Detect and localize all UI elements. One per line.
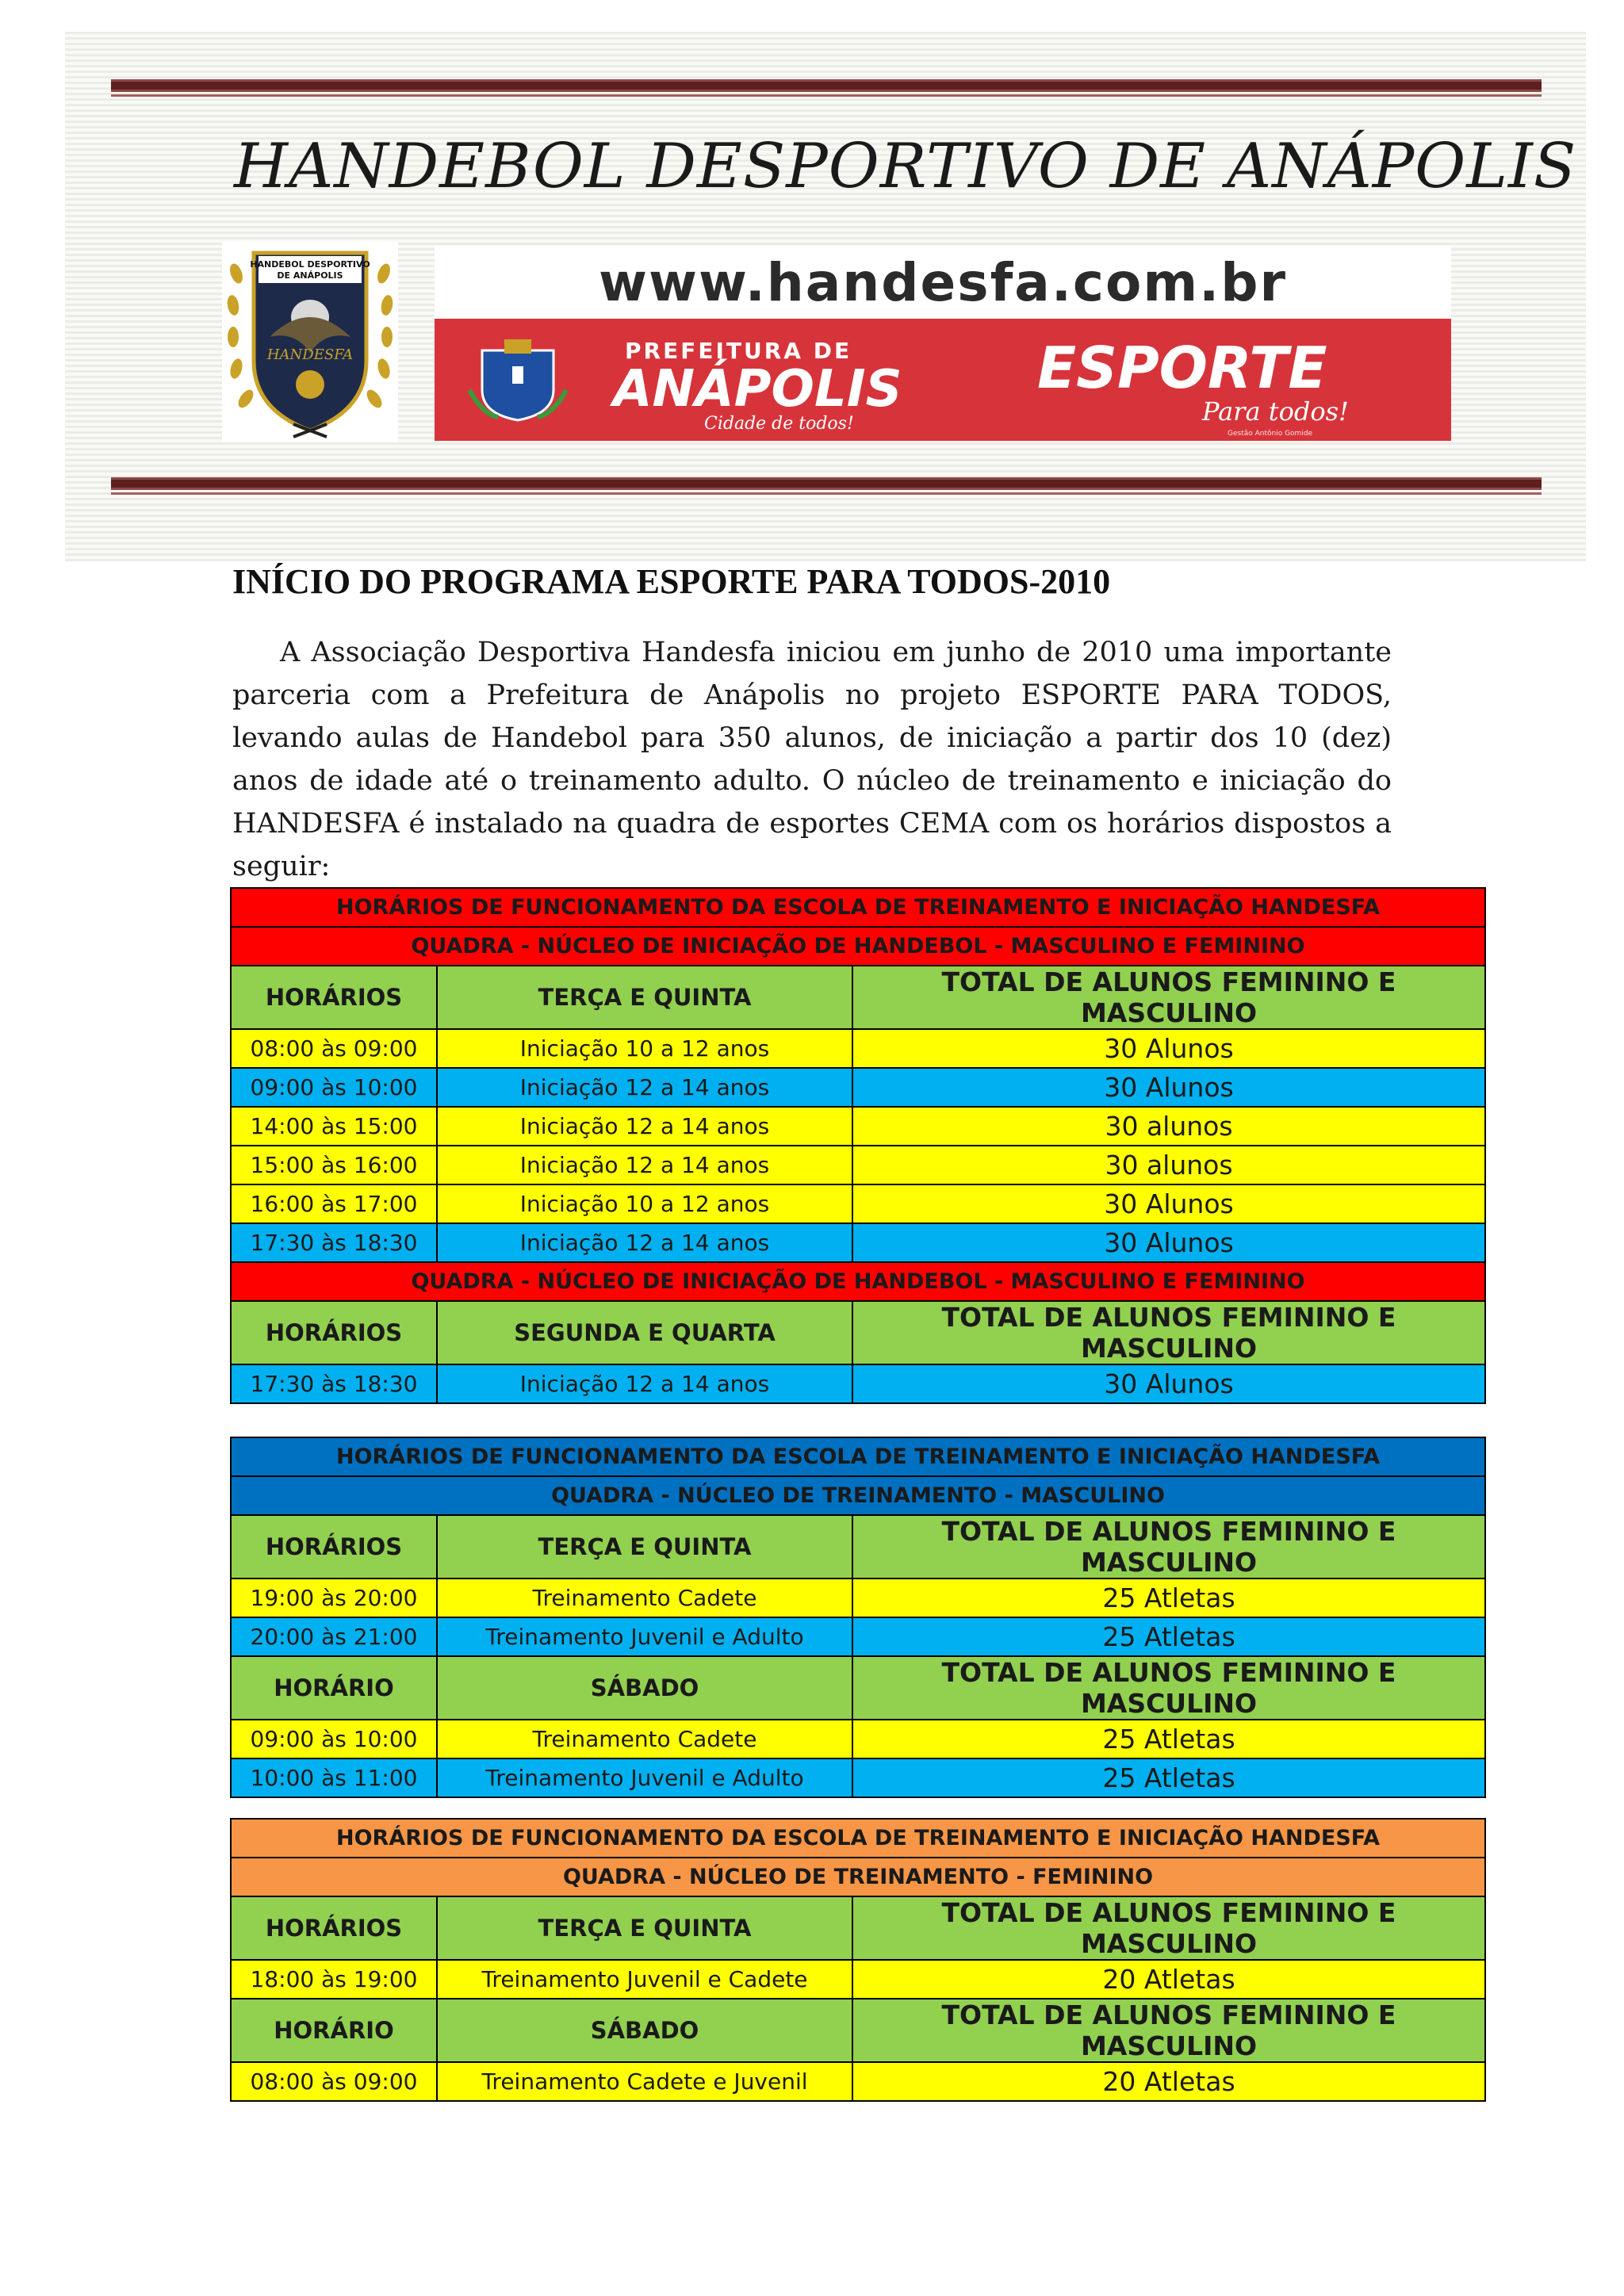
banner-sponsors — [435, 319, 1451, 441]
activity-cell: Iniciação 12 a 14 anos — [437, 1107, 852, 1146]
article-heading: INÍCIO DO PROGRAMA ESPORTE PARA TODOS-2010 — [232, 562, 1111, 601]
time-cell: 19:00 às 20:00 — [231, 1578, 437, 1617]
table-banner-row — [231, 1437, 1485, 1476]
activity-cell: Iniciação 10 a 12 anos — [437, 1184, 852, 1223]
total-cell: 30 Alunos — [852, 1223, 1485, 1262]
table-banner-row — [231, 927, 1485, 966]
table-header-row — [231, 1656, 1485, 1720]
top-divider — [111, 79, 1542, 92]
total-cell: 25 Atletas — [852, 1578, 1485, 1617]
header-total-cell: TOTAL DE ALUNOS FEMININO E MASCULINO — [852, 1515, 1485, 1578]
time-cell: 17:30 às 18:30 — [231, 1364, 437, 1403]
anapolis-tagline: Cidade de todos! — [704, 414, 854, 434]
table-header-row — [231, 966, 1485, 1029]
handesfa-logo — [222, 242, 398, 442]
activity-cell: Treinamento Cadete — [437, 1578, 852, 1617]
activity-cell: Treinamento Juvenil e Cadete — [437, 1960, 852, 1999]
table-banner-row — [231, 1819, 1485, 1858]
table-row — [231, 1720, 1485, 1758]
header-activity-cell: SEGUNDA E QUARTA — [437, 1301, 852, 1364]
total-cell: 30 Alunos — [852, 1184, 1485, 1223]
esporte-label: ESPORTE — [1037, 335, 1327, 401]
header-total-cell: TOTAL DE ALUNOS FEMININO E MASCULINO — [852, 966, 1485, 1029]
total-cell: 25 Atletas — [852, 1758, 1485, 1797]
activity-cell: Treinamento Juvenil e Adulto — [437, 1758, 852, 1797]
header-time-cell: HORÁRIOS — [231, 966, 437, 1029]
time-cell: 08:00 às 09:00 — [231, 2062, 437, 2101]
table-banner-cell: QUADRA - NÚCLEO DE TREINAMENTO - MASCULINO — [231, 1476, 1485, 1515]
header-time-cell: HORÁRIO — [231, 1999, 437, 2062]
table-row — [231, 1578, 1485, 1617]
esporte-tagline: Para todos! — [1202, 396, 1349, 427]
anapolis-crest-icon — [466, 335, 569, 422]
article-body: A Associação Desportiva Handesfa iniciou em junho de 2010 uma importante parceria com a Prefeitura de Anápolis no projeto ESPORTE PARA TODOS, levando aulas de Handebol para 350 alunos, de iniciação a partir dos 10 (dez) anos de idade até o treinamento adulto. O núcleo de treinamento e iniciação do HANDESFA é instalado na quadra de esportes CEMA com os horários dispostos a seguir: — [232, 637, 1392, 882]
table-row — [231, 1107, 1485, 1146]
header-time-cell: HORÁRIOS — [231, 1896, 437, 1960]
table-row — [231, 1223, 1485, 1262]
activity-cell: Iniciação 12 a 14 anos — [437, 1146, 852, 1184]
activity-cell: Iniciação 12 a 14 anos — [437, 1068, 852, 1107]
table-row — [231, 1617, 1485, 1656]
table-header-row — [231, 1301, 1485, 1364]
time-cell: 16:00 às 17:00 — [231, 1184, 437, 1223]
anapolis-label: ANÁPOLIS — [613, 360, 902, 419]
table-banner-cell: QUADRA - NÚCLEO DE INICIAÇÃO DE HANDEBOL - MASCULINO E FEMININO — [231, 1262, 1485, 1301]
table-banner-cell: HORÁRIOS DE FUNCIONAMENTO DA ESCOLA DE TREINAMENTO E INICIAÇÃO HANDESFA — [231, 888, 1485, 927]
table-row — [231, 1068, 1485, 1107]
header-activity-cell: SÁBADO — [437, 1999, 852, 2062]
svg-text:HANDESFA: HANDESFA — [266, 346, 354, 363]
table-row — [231, 1960, 1485, 1999]
time-cell: 18:00 às 19:00 — [231, 1960, 437, 1999]
svg-text:DE ANÁPOLIS: DE ANÁPOLIS — [277, 270, 343, 281]
activity-cell: Treinamento Cadete e Juvenil — [437, 2062, 852, 2101]
sponsor-banner — [435, 246, 1451, 441]
header-activity-cell: TERÇA E QUINTA — [437, 966, 852, 1029]
total-cell: 20 Atletas — [852, 2062, 1485, 2101]
header-activity-cell: TERÇA E QUINTA — [437, 1515, 852, 1578]
header-activity-cell: TERÇA E QUINTA — [437, 1896, 852, 1960]
table-banner-cell: QUADRA - NÚCLEO DE TREINAMENTO - FEMININO — [231, 1858, 1485, 1896]
schedule-table-iniciacao — [230, 887, 1486, 1404]
header-time-cell: HORÁRIO — [231, 1656, 437, 1720]
svg-text:HANDEBOL DESPORTIVO: HANDEBOL DESPORTIVO — [250, 259, 370, 270]
banner-url-strip — [435, 246, 1451, 319]
table-row — [231, 1364, 1485, 1403]
time-cell: 10:00 às 11:00 — [231, 1758, 437, 1797]
total-cell: 25 Atletas — [852, 1720, 1485, 1758]
schedule-table-feminino — [230, 1818, 1486, 2102]
header-total-cell: TOTAL DE ALUNOS FEMININO E MASCULINO — [852, 1999, 1485, 2062]
banner-url: www.handesfa.com.br — [599, 251, 1287, 313]
total-cell: 30 Alunos — [852, 1364, 1485, 1403]
time-cell: 17:30 às 18:30 — [231, 1223, 437, 1262]
total-cell: 30 Alunos — [852, 1029, 1485, 1068]
table-row — [231, 2062, 1485, 2101]
table-banner-row — [231, 1262, 1485, 1301]
time-cell: 09:00 às 10:00 — [231, 1068, 437, 1107]
table-banner-row — [231, 888, 1485, 927]
table-banner-row — [231, 1476, 1485, 1515]
activity-cell: Iniciação 12 a 14 anos — [437, 1223, 852, 1262]
table-row — [231, 1146, 1485, 1184]
header-time-cell: HORÁRIOS — [231, 1301, 437, 1364]
table-row — [231, 1758, 1485, 1797]
bottom-divider — [111, 477, 1542, 490]
time-cell: 20:00 às 21:00 — [231, 1617, 437, 1656]
table-banner-row — [231, 1858, 1485, 1896]
table-row — [231, 1029, 1485, 1068]
table-banner-cell: QUADRA - NÚCLEO DE INICIAÇÃO DE HANDEBOL - MASCULINO E FEMININO — [231, 927, 1485, 966]
header-activity-cell: SÁBADO — [437, 1656, 852, 1720]
table-banner-cell: HORÁRIOS DE FUNCIONAMENTO DA ESCOLA DE TREINAMENTO E INICIAÇÃO HANDESFA — [231, 1819, 1485, 1858]
header-time-cell: HORÁRIOS — [231, 1515, 437, 1578]
table-header-row — [231, 1896, 1485, 1960]
esporte-subtitle: Gestão Antônio Gomide — [1228, 430, 1313, 438]
total-cell: 20 Atletas — [852, 1960, 1485, 1999]
table-banner-cell: HORÁRIOS DE FUNCIONAMENTO DA ESCOLA DE TREINAMENTO E INICIAÇÃO HANDESFA — [231, 1437, 1485, 1476]
table-header-row — [231, 1515, 1485, 1578]
total-cell: 30 alunos — [852, 1107, 1485, 1146]
total-cell: 30 Alunos — [852, 1068, 1485, 1107]
table-header-row — [231, 1999, 1485, 2062]
header-total-cell: TOTAL DE ALUNOS FEMININO E MASCULINO — [852, 1301, 1485, 1364]
activity-cell: Iniciação 10 a 12 anos — [437, 1029, 852, 1068]
header-total-cell: TOTAL DE ALUNOS FEMININO E MASCULINO — [852, 1896, 1485, 1960]
prefeitura-label: PREFEITURA DE — [625, 338, 852, 364]
activity-cell: Treinamento Juvenil e Adulto — [437, 1617, 852, 1656]
total-cell: 25 Atletas — [852, 1617, 1485, 1656]
time-cell: 09:00 às 10:00 — [231, 1720, 437, 1758]
table-row — [231, 1184, 1485, 1223]
time-cell: 15:00 às 16:00 — [231, 1146, 437, 1184]
schedule-table-masculino — [230, 1437, 1486, 1798]
time-cell: 08:00 às 09:00 — [231, 1029, 437, 1068]
activity-cell: Treinamento Cadete — [437, 1720, 852, 1758]
total-cell: 30 alunos — [852, 1146, 1485, 1184]
time-cell: 14:00 às 15:00 — [231, 1107, 437, 1146]
header-total-cell: TOTAL DE ALUNOS FEMININO E MASCULINO — [852, 1656, 1485, 1720]
site-title: HANDEBOL DESPORTIVO DE ANÁPOLIS — [234, 131, 1577, 202]
activity-cell: Iniciação 12 a 14 anos — [437, 1364, 852, 1403]
